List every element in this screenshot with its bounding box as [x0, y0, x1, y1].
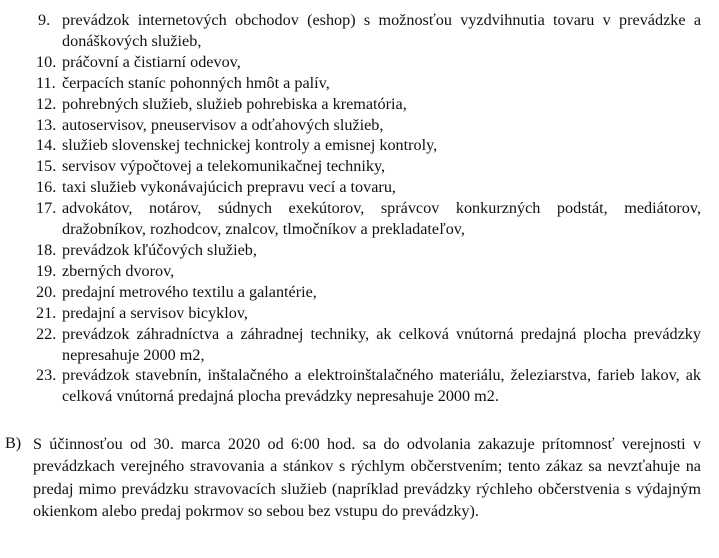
list-item-number: 15. [36, 157, 57, 176]
list-item-text: práčovní a čistiarní odevov, [62, 52, 241, 71]
list-item [0, 73, 719, 94]
list-item-number: 12. [36, 94, 57, 113]
list-item [0, 282, 719, 303]
list-item-text: prevádzok záhradníctva a záhradnej techniky, ak celková vnútorná predajná plocha prevádzky nepresahuje 2000 m2, [62, 324, 701, 364]
section-paragraph: S účinnosťou od 30. marca 2020 od 6:00 hod. sa do odvolania zakazuje prítomnosť verejnosti v prevádzkach verejného stravovania a stánkov s rýchlym občerstvením; tento zákaz sa nevzťahuje na predaj mimo prevádzku stravovacích služieb (napríklad prevádzky rýchleho občerstvenia s výdajným okienkom alebo predaj pokrmov so sebou bez vstupu do prevádzky). [33, 435, 701, 521]
list-item-text: predajní a servisov bicyklov, [62, 303, 248, 322]
list-item-number: 17. [36, 199, 57, 218]
list-item-text: zberných dvorov, [62, 261, 175, 280]
list-item-text: autoservisov, pneuservisov a odťahových služieb, [62, 115, 384, 134]
list-item-number: 22. [36, 324, 57, 343]
list-item-number: 10. [36, 52, 57, 71]
list-item [0, 198, 719, 240]
list-item-number: 13. [36, 115, 57, 134]
section-label: B) [5, 434, 22, 452]
list-item-text: prevádzok kľúčových služieb, [62, 240, 257, 259]
list-item-text: prevádzok internetových obchodov (eshop) s možnosťou vyzdvihnutia tovaru v prevádzke a donáškových služieb, [62, 11, 701, 50]
list-item [0, 94, 719, 115]
list-item-number: 23. [36, 366, 57, 385]
list-item-number: 19. [36, 261, 57, 280]
list-item [0, 115, 719, 136]
list-item-text: servisov výpočtovej a telekomunikačnej techniky, [62, 157, 386, 176]
list-item-number: 14. [36, 136, 57, 155]
section-b [0, 433, 719, 523]
list-item-number: 9. [38, 11, 51, 29]
list-item-text: advokátov, notárov, súdnych exekútorov, správcov konkurzných podstát, mediátorov, dražobníkov, rozhodcov, znalcov, tlmočníkov a prekladateľov, [62, 199, 701, 239]
list-item [0, 261, 719, 282]
list-item [0, 240, 719, 261]
list-item-text: predajní metrového textilu a galantérie, [62, 282, 317, 301]
list-item-number: 16. [36, 178, 57, 197]
list-item-text: čerpacích staníc pohonných hmôt a palív, [62, 73, 330, 92]
numbered-list [0, 10, 719, 407]
list-item-number: 11. [36, 73, 56, 92]
list-item [0, 365, 719, 407]
list-item-text: taxi služieb vykonávajúcich prepravu vecí a tovaru, [62, 178, 396, 197]
list-item [0, 135, 719, 156]
list-item-text: prevádzok stavebnín, inštalačného a elektroinštalačného materiálu, železiarstva, farieb lakov, ak celková vnútorná predajná plocha prevádzky nepresahuje 2000 m2. [62, 366, 701, 406]
list-item [0, 303, 719, 324]
list-item [0, 324, 719, 366]
list-item-number: 20. [36, 282, 57, 301]
list-item-number: 21. [36, 303, 57, 322]
list-item-text: pohrebných služieb, služieb pohrebiska a krematória, [62, 94, 407, 113]
list-item [0, 177, 719, 198]
list-item-text: služieb slovenskej technickej kontroly a emisnej kontroly, [62, 136, 438, 155]
list-item-number: 18. [36, 240, 57, 259]
list-item [0, 10, 719, 52]
list-item [0, 52, 719, 73]
list-item [0, 156, 719, 177]
